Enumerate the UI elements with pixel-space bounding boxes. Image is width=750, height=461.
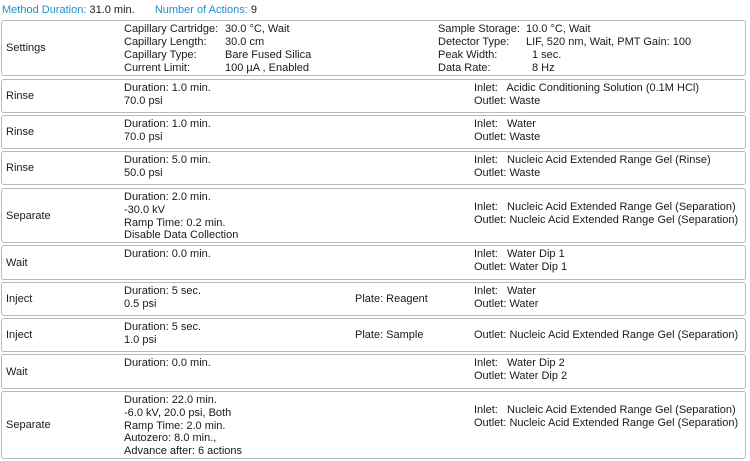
section-title: Rinse: [6, 126, 35, 138]
capillary-length-value: 30.0 cm: [225, 36, 265, 48]
sample-storage-value: 10.0 °C, Wait: [526, 23, 591, 35]
current-limit-label: Current Limit:: [124, 62, 191, 74]
outlet-value: Outlet: Water Dip 2: [474, 369, 568, 382]
capillary-length-label: Capillary Length:: [124, 36, 207, 48]
detector-type-label: Detector Type:: [438, 36, 510, 48]
action-parameter: -30.0 kV: [124, 203, 165, 216]
action-parameter: 1.0 psi: [124, 333, 157, 346]
section-title: Inject: [6, 293, 33, 305]
settings-section: [1, 20, 746, 76]
data-rate-label: Data Rate:: [438, 62, 491, 74]
number-of-actions-label: Number of Actions:: [154, 4, 248, 16]
outlet-value: Outlet: Nucleic Acid Extended Range Gel (Separation): [474, 416, 739, 429]
section-title: Rinse: [6, 90, 35, 102]
section-title: Inject: [6, 329, 33, 341]
outlet-value: Outlet: Water Dip 1: [474, 260, 568, 273]
current-limit-value: 100 µA , Enabled: [225, 62, 310, 74]
action-section: [1, 188, 746, 243]
inlet-value: Inlet: Nucleic Acid Extended Range Gel (Rinse): [474, 154, 711, 166]
action-parameter: 70.0 psi: [124, 130, 163, 143]
action-parameter: Duration: 1.0 min.: [124, 82, 211, 94]
action-parameter: Duration: 2.0 min.: [124, 191, 211, 203]
capillary-cartridge-label: Capillary Cartridge:: [124, 23, 219, 35]
inlet-value: Inlet: Water Dip 1: [474, 248, 565, 260]
plate-label: Plate: Reagent: [355, 293, 428, 305]
inlet-value: Inlet: Water: [474, 118, 536, 130]
section-title: Separate: [6, 210, 51, 222]
action-parameter: Duration: 1.0 min.: [124, 118, 211, 130]
capillary-type-value: Bare Fused Silica: [225, 49, 312, 61]
section-title: Wait: [6, 257, 28, 269]
action-section: [1, 245, 746, 280]
outlet-value: Outlet: Nucleic Acid Extended Range Gel (Separation): [474, 213, 739, 226]
action-parameter: Duration: 22.0 min.: [124, 394, 217, 406]
action-parameter: Duration: 0.0 min.: [124, 357, 211, 369]
action-parameter: Autozero: 8.0 min.,: [124, 432, 217, 445]
inlet-value: Inlet: Nucleic Acid Extended Range Gel (Separation): [474, 201, 736, 213]
capillary-cartridge-value: 30.0 °C, Wait: [225, 23, 290, 35]
outlet-value: Outlet: Waste: [474, 94, 541, 107]
peak-width-value: 1 sec.: [532, 49, 562, 61]
action-parameter: 50.0 psi: [124, 166, 163, 179]
action-parameter: Ramp Time: 2.0 min.: [124, 419, 226, 432]
capillary-type-label: Capillary Type:: [124, 49, 197, 61]
action-section: [1, 354, 746, 389]
outlet-value: Outlet: Water: [474, 297, 539, 310]
action-section: [1, 79, 746, 113]
number-of-actions-value: 9: [250, 4, 257, 16]
action-parameter: 0.5 psi: [124, 297, 157, 310]
method-duration-value: 31.0 min.: [89, 4, 135, 16]
section-title: Settings: [6, 42, 46, 54]
action-section: [1, 115, 746, 149]
data-rate-value: 8 Hz: [532, 62, 555, 74]
action-parameter: 70.0 psi: [124, 94, 163, 107]
action-parameter: Ramp Time: 0.2 min.: [124, 216, 226, 229]
plate-label: Plate: Sample: [355, 329, 424, 341]
inlet-value: Inlet: Water Dip 2: [474, 357, 565, 369]
outlet-value: Outlet: Waste: [474, 130, 541, 143]
action-parameter: Duration: 5 sec.: [124, 321, 202, 333]
detector-type-value: LIF, 520 nm, Wait, PMT Gain: 100: [526, 36, 692, 48]
sample-storage-label: Sample Storage:: [438, 23, 520, 35]
peak-width-label: Peak Width:: [438, 49, 498, 61]
action-parameter: Duration: 5.0 min.: [124, 154, 211, 166]
method-duration-label: Method Duration:: [2, 4, 87, 16]
inlet-value: Inlet: Nucleic Acid Extended Range Gel (Separation): [474, 404, 736, 416]
outlet-value: Outlet: Waste: [474, 166, 541, 179]
action-parameter: Disable Data Collection: [124, 229, 239, 242]
action-parameter: -6.0 kV, 20.0 psi, Both: [124, 406, 232, 419]
action-section: [1, 391, 746, 459]
action-parameter: Advance after: 6 actions: [124, 445, 243, 458]
inlet-value: Inlet: Acidic Conditioning Solution (0.1M HCl): [474, 82, 699, 94]
action-section: [1, 318, 746, 352]
action-parameter: Duration: 5 sec.: [124, 285, 202, 297]
action-section: [1, 282, 746, 316]
method-summary: [2, 3, 257, 17]
section-title: Rinse: [6, 162, 35, 174]
action-section: [1, 151, 746, 185]
action-parameter: Duration: 0.0 min.: [124, 248, 211, 260]
inlet-value: Inlet: Water: [474, 285, 536, 297]
outlet-value: Outlet: Nucleic Acid Extended Range Gel (Separation): [474, 329, 739, 341]
section-title: Wait: [6, 366, 28, 378]
section-title: Separate: [6, 419, 51, 431]
